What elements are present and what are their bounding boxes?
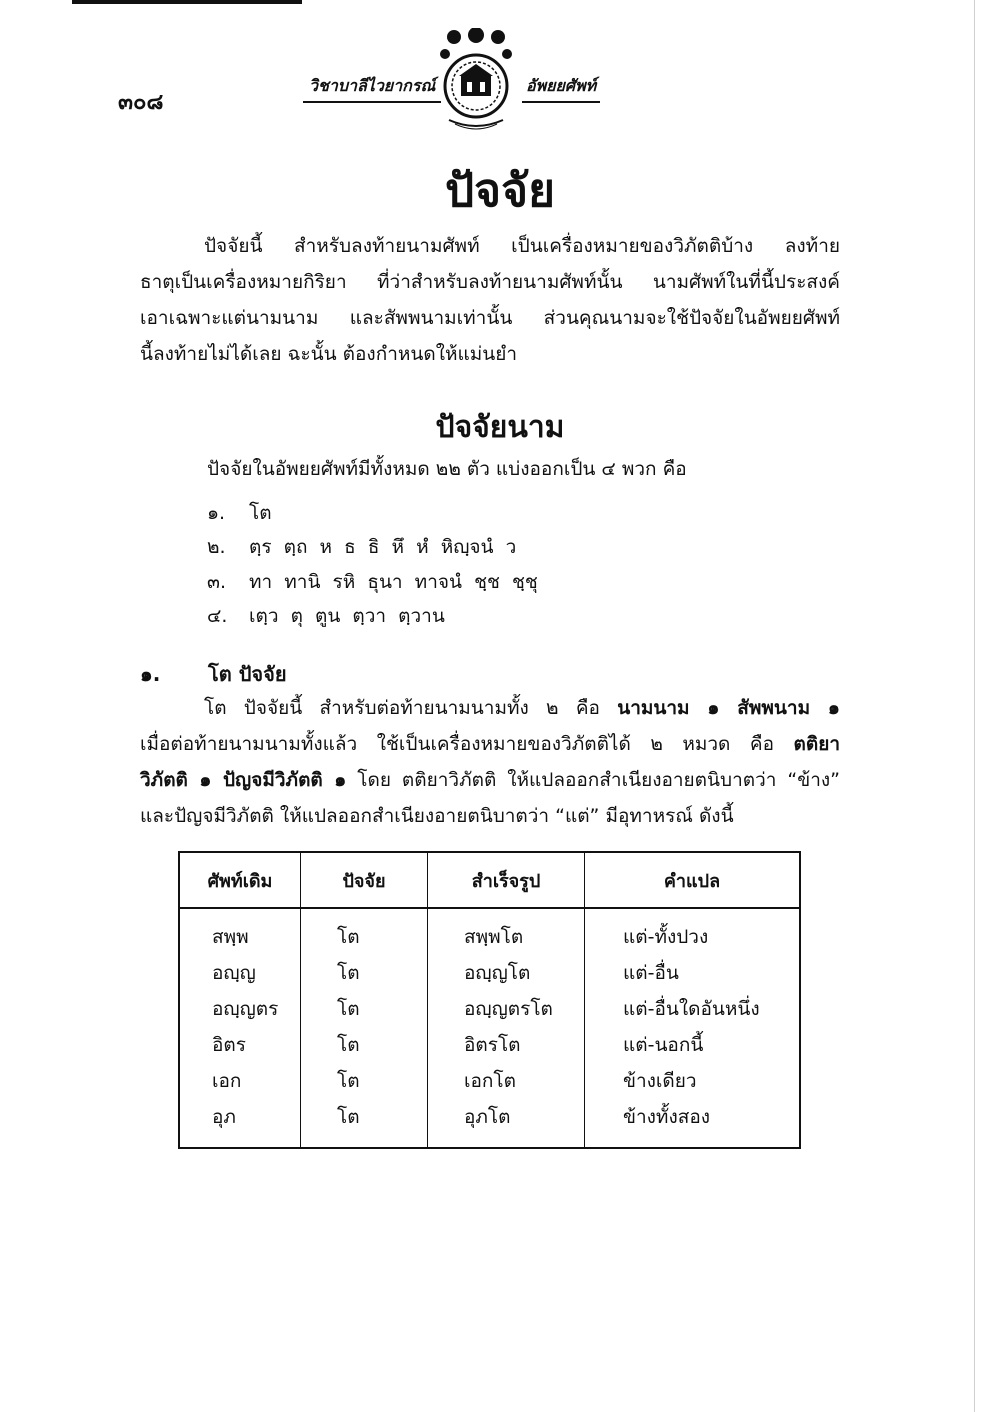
intro-paragraph [140,228,840,372]
table-row [179,955,800,991]
table-cell: แต่-นอกนี้ [623,1034,704,1056]
table-header-row [179,852,800,908]
list-number: ๒. [207,536,226,558]
table-cell: อญฺญตร [179,991,301,1027]
table-row [179,1099,800,1148]
page-title: ปัจจัย [444,163,556,217]
table-cell: โต [301,955,428,991]
table-cell: สพฺพโต [428,908,585,955]
table-cell: แต่-อื่นใดอันหนึ่ง [623,998,760,1020]
table-cell: อุภโต [428,1099,585,1148]
section-heading [140,658,287,690]
table-row [179,991,800,1027]
section-line-2 [140,726,840,762]
running-header-left: วิชาบาลีไวยากรณ์ [303,74,441,103]
table-cell: โต [301,991,428,1027]
section-line-2-text: เมื่อต่อท้ายนามนามทั้งแล้ว ใช้เป็นเครื่องหมายของวิภัตติได้ ๒ หมวด คือ [140,733,794,755]
section-line-1-bold: นามนาม ๑ สัพพนาม ๑ [617,697,840,719]
table-cell: อญฺญตรโต [428,991,585,1027]
list-text: เตฺว ตุ ตูน ตฺวา ตฺวาน [249,605,445,627]
list-item [207,532,516,562]
table-row [179,1027,800,1063]
table-cell: โต [301,1099,428,1148]
table-cell: แต่-อื่น [623,962,679,984]
table-cell: โต [301,1027,428,1063]
table-row [179,1063,800,1099]
table-cell: อญฺญโต [428,955,585,991]
table-cell: ข้างเดียว [623,1070,697,1092]
section-line-3 [140,762,840,798]
table-cell: สพฺพ [179,908,301,955]
table-cell: อิตร [179,1027,301,1063]
section-line-1 [140,690,840,726]
column-header: สำเร็จรูป [428,852,585,908]
list-number: ๑. [207,502,226,524]
section-line-3-text: โดย ตติยาวิภัตติ ให้แปลออกสำเนียงอายตนิบาตว่า “ข้าง” [346,769,840,791]
list-text: ตฺร ตฺถ ห ธ ธิ หึ หํ หิญฺจนํ ว [249,536,517,558]
table-cell: เอกโต [428,1063,585,1099]
intro-line-4: นี้ลงท้ายไม่ได้เลย ฉะนั้น ต้องกำหนดให้แม่นยำ [140,343,518,365]
page-number: ๓๐๘ [118,90,164,115]
intro-line-3: เอาเฉพาะแต่นามนาม และสัพพนามเท่านั้น ส่วนคุณนามจะใช้ปัจจัยในอัพยยศัพท์ [140,307,840,329]
list-item [207,601,445,631]
top-edge-mark [72,0,302,4]
table-cell: แต่-ทั้งปวง [623,926,709,948]
section-line-4: และปัญจมีวิภัตติ ให้แปลออกสำเนียงอายตนิบาตว่า “แต่” มีอุทาหรณ์ ดังนี้ [140,805,734,827]
section-paragraph [140,690,840,834]
table-row [179,908,800,955]
intro-line-1: ปัจจัยนี้ สำหรับลงท้ายนามศัพท์ เป็นเครื่องหมายของวิภัตติบ้าง ลงท้าย [204,235,840,257]
intro-line-2: ธาตุเป็นเครื่องหมายกิริยา ที่ว่าสำหรับลงท้ายนามศัพท์นั้น นามศัพท์ในที่นี้ประสงค์ [140,271,840,293]
list-item [207,567,538,597]
section-line-1-text: โต ปัจจัยนี้ สำหรับต่อท้ายนามนามทั้ง ๒ คือ [204,697,618,719]
table-cell: อญฺญ [179,955,301,991]
column-header: ปัจจัย [301,852,428,908]
section-title: ปัจจัยนาม [435,410,565,445]
running-header-right: อัพยยศัพท์ [522,74,600,103]
list-text: โต [249,502,272,524]
section-heading-text: โต ปัจจัย [208,662,287,686]
table-cell: ข้างทั้งสอง [623,1106,711,1128]
example-table [178,851,801,1149]
groups-intro: ปัจจัยในอัพยยศัพท์มีทั้งหมด ๒๒ ตัว แบ่งออกเป็น ๔ พวก คือ [207,458,687,480]
institute-seal-icon [437,28,515,130]
section-line-3-bold: วิภัตติ ๑ ปัญจมีวิภัตติ ๑ [140,769,347,791]
list-number: ๔. [207,605,228,627]
table-cell: อิตรโต [428,1027,585,1063]
table-cell: โต [301,1063,428,1099]
list-number: ๓. [207,571,227,593]
section-line-2-bold: ตติยา [793,733,840,755]
table-cell: โต [301,908,428,955]
table-cell: เอก [179,1063,301,1099]
list-text: ทา ทานิ รหิ ธุนา ทาจนํ ชฺช ชฺชุ [249,571,538,593]
table-cell: อุภ [179,1099,301,1148]
column-header: คำแปล [585,852,801,908]
section-number: ๑. [140,662,161,686]
column-header: ศัพท์เดิม [179,852,301,908]
list-item [207,498,272,528]
